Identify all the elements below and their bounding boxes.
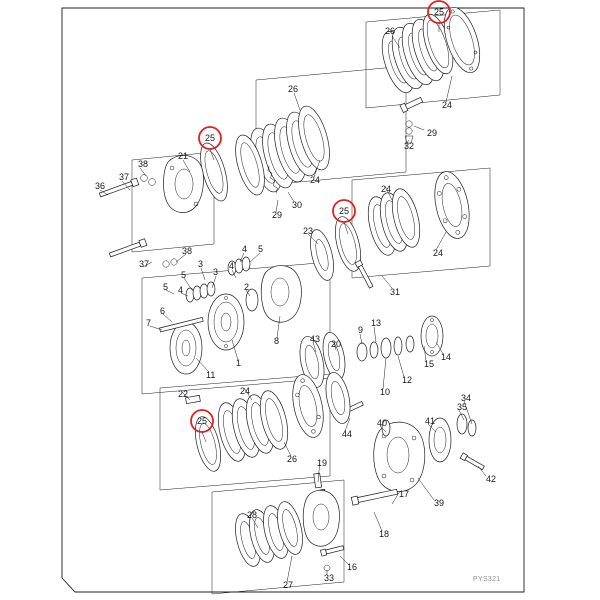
callout-11: 11 bbox=[206, 370, 216, 380]
callout-30: 30 bbox=[292, 200, 303, 210]
callout-43: 43 bbox=[310, 334, 321, 344]
highlight-label-25-top: 25 bbox=[433, 7, 444, 17]
callout-35: 35 bbox=[457, 402, 468, 412]
assembly-top-right bbox=[376, 3, 487, 143]
callout-18: 18 bbox=[379, 529, 390, 539]
watermark-code: PYS321 bbox=[473, 576, 501, 583]
assembly-upper-middle bbox=[99, 103, 336, 268]
callout-29: 29 bbox=[427, 128, 438, 138]
callout-8: 8 bbox=[274, 336, 280, 346]
callout-12: 12 bbox=[402, 375, 413, 385]
callout-24-b: 24 bbox=[310, 175, 321, 185]
callout-14: 14 bbox=[441, 352, 452, 362]
callout-4-c: 4 bbox=[178, 285, 184, 295]
callout-26-b: 26 bbox=[288, 84, 299, 94]
callout-24-d: 24 bbox=[433, 248, 444, 258]
callout-24: 24 bbox=[442, 100, 453, 110]
callout-21: 21 bbox=[178, 151, 189, 161]
callout-4: 4 bbox=[242, 244, 248, 254]
callout-13: 13 bbox=[371, 318, 382, 328]
callout-24-c: 24 bbox=[381, 184, 392, 194]
callout-16: 16 bbox=[347, 562, 358, 572]
callout-41: 41 bbox=[425, 416, 436, 426]
highlight-label-25-upper: 25 bbox=[204, 133, 215, 143]
callout-37: 37 bbox=[119, 172, 130, 182]
callout-6: 6 bbox=[160, 306, 166, 316]
callout-10: 10 bbox=[380, 387, 391, 397]
callout-29-b: 29 bbox=[272, 210, 283, 220]
callout-33: 33 bbox=[324, 573, 335, 583]
callout-40: 40 bbox=[377, 418, 388, 428]
callout-38-b: 38 bbox=[182, 246, 193, 256]
callout-36: 36 bbox=[95, 181, 106, 191]
callout-28: 28 bbox=[247, 510, 258, 520]
callout-31: 31 bbox=[390, 287, 401, 297]
callout-37-b: 37 bbox=[139, 259, 150, 269]
highlight-label-25-middle: 25 bbox=[338, 206, 349, 216]
callout-2: 2 bbox=[244, 282, 250, 292]
callout-24-e: 24 bbox=[240, 386, 251, 396]
highlight-label-25-lower: 25 bbox=[196, 416, 207, 426]
callout-3-b: 3 bbox=[213, 267, 219, 277]
callout-23: 23 bbox=[303, 226, 314, 236]
callout-1: 1 bbox=[236, 358, 242, 368]
callout-7: 7 bbox=[146, 318, 152, 328]
callout-32: 32 bbox=[404, 141, 415, 151]
callout-15: 15 bbox=[424, 359, 435, 369]
callout-22: 22 bbox=[178, 389, 189, 399]
callout-42: 42 bbox=[486, 474, 497, 484]
callout-5-b: 5 bbox=[181, 270, 187, 280]
callout-4-b: 4 bbox=[229, 261, 235, 271]
callout-39: 39 bbox=[434, 498, 445, 508]
callout-19: 19 bbox=[317, 458, 328, 468]
callout-9: 9 bbox=[358, 325, 364, 335]
assembly-lower-left bbox=[191, 370, 355, 474]
callout-38: 38 bbox=[138, 159, 149, 169]
callout-26: 26 bbox=[385, 26, 396, 36]
callout-3: 3 bbox=[198, 259, 204, 269]
callout-5: 5 bbox=[258, 244, 264, 254]
callout-5-c: 5 bbox=[163, 282, 169, 292]
callout-20: 20 bbox=[331, 339, 342, 349]
callout-17: 17 bbox=[399, 489, 410, 499]
assembly-bottom-center bbox=[231, 490, 344, 571]
callout-44: 44 bbox=[342, 429, 353, 439]
callout-34: 34 bbox=[461, 393, 472, 403]
callout-26-c: 26 bbox=[287, 454, 298, 464]
callout-27: 27 bbox=[283, 580, 294, 590]
